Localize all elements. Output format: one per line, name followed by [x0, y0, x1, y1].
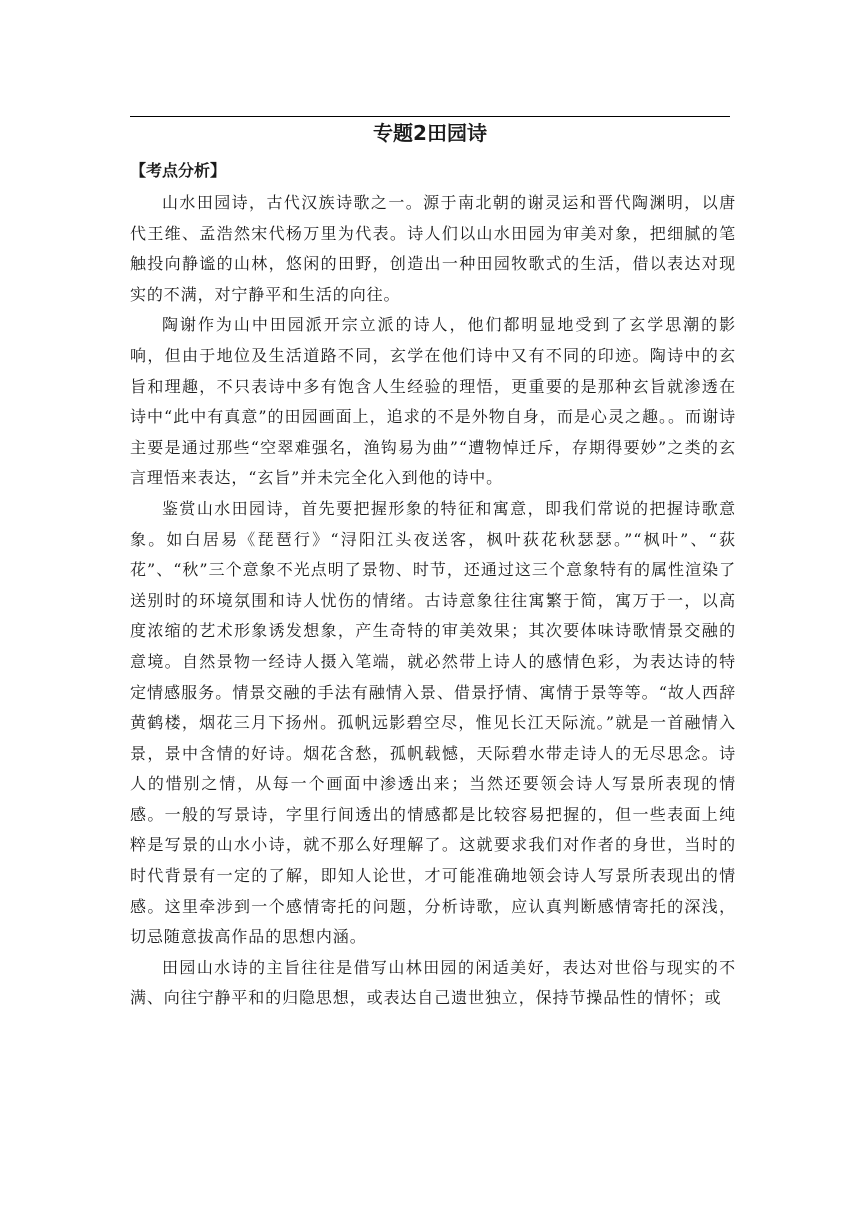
header-rule — [130, 116, 730, 117]
body-text — [130, 188, 736, 1014]
page-title: 专题2田园诗 — [373, 121, 487, 145]
paragraph-4: 田园山水诗的主旨往往是借写山林田园的闲适美好，表达对世俗与现实的不满、向往宁静平和的归隐思想，或表达自己遗世独立，保持节操品性的情怀；或 — [130, 957, 736, 1008]
paragraph-2: 陶谢作为山中田园派开宗立派的诗人，他们都明显地受到了玄学思潮的影响，但由于地位及生活道路不同，玄学在他们诗中又有不同的印迹。陶诗中的玄旨和理趣，不只表诗中多有饱含人生经验的理悟，更重要的是那种玄旨就渗透在诗中“此中有真意”的田园画面上，追求的不是外物自身，而是心灵之趣。。而谢诗主要是通过那些“空翠难强名，渔钩易为曲”“遭物悼迁斥，存期得要妙”之类的玄言理悟来表达，“玄旨”并未完全化入到他的诗中。 — [130, 315, 736, 488]
paragraph-3: 鉴赏山水田园诗，首先要把握形象的特征和寓意，即我们常说的把握诗歌意象。如白居易《琵琶行》“浔阳江头夜送客，枫叶荻花秋瑟瑟。”“枫叶”、“荻花”、“秋”三个意象不光点明了景物、时节，还通过这三个意象特有的属性渲染了送别时的环境氛围和诗人忧伤的情绪。古诗意象往往寓繁于简，寓万于一，以高度浓缩的艺术形象诱发想象，产生奇特的审美效果；其次要体味诗歌情景交融的意境。自然景物一经诗人摄入笔端，就必然带上诗人的感情色彩，为表达诗的特定情感服务。情景交融的手法有融情入景、借景抒情、寓情于景等等。“故人西辞黄鹤楼，烟花三月下扬州。孤帆远影碧空尽，惟见长江天际流。”就是一首融情入景，景中含情的好诗。烟花含愁，孤帆载憾，天际碧水带走诗人的无尽思念。诗人的惜别之情，从每一个画面中渗透出来；当然还要领会诗人写景所表现的情感。一般的写景诗，字里行间透出的情感都是比较容易把握的，但一些表面上纯粹是写景的山水小诗，就不那么好理解了。这就要求我们对作者的身世，当时的时代背景有一定的了解，即知人论世，才可能准确地领会诗人写景所表现出的情感。这里牵涉到一个感情寄托的问题，分析诗歌，应认真判断感情寄托的深浅，切忌随意拔高作品的思想内涵。 — [130, 498, 736, 947]
section-heading: 【考点分析】 — [130, 161, 227, 180]
paragraph-1: 山水田园诗，古代汉族诗歌之一。源于南北朝的谢灵运和晋代陶渊明，以唐代王维、孟浩然宋代杨万里为代表。诗人们以山水田园为审美对象，把细腻的笔触投向静谧的山林，悠闲的田野，创造出一种田园牧歌式的生活，借以表达对现实的不满，对宁静平和生活的向往。 — [130, 193, 736, 304]
